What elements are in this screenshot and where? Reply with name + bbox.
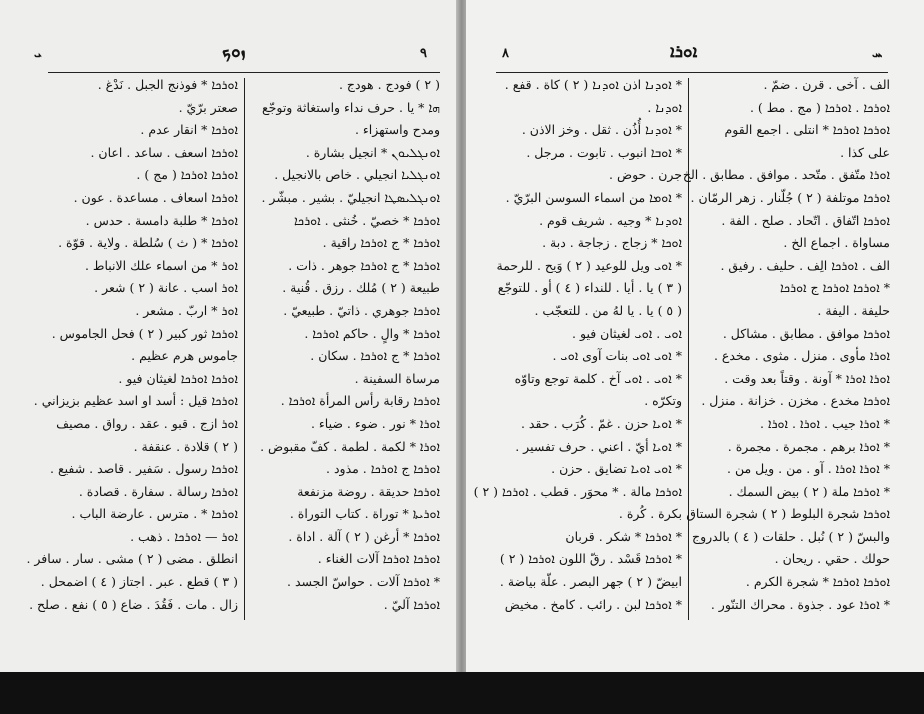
dictionary-entry: * ܐܘܝ ܐܘܝ بنات آوى ܐܘܝ . xyxy=(552,348,682,364)
dictionary-entry: والبسّ ( ٢ ) نُبل . حلقات ( ٤ ) بالدروج xyxy=(692,528,890,544)
dictionary-entry: ( ٢ ) قلادة . عنقفة . xyxy=(133,438,238,454)
dictionary-entry: ܐܘܕܢܐ . xyxy=(647,99,682,115)
dictionary-entry: * ܐܘܝ ܐܘܝܐ تضايق . حزن . xyxy=(551,461,682,477)
dictionary-entry: ܐܘܪܟܐ اتّفاق . اتّحاد . صلح . الفة . xyxy=(721,212,890,228)
dictionary-entry: ܐܘܪܟܐ * خصيّ . خُنثى . ܐܘܪܟܐ xyxy=(294,212,440,228)
dictionary-entry: * ܐܘܪܐ برهم . مجمرة . مجمرة . xyxy=(727,438,890,454)
dictionary-entry: ܐܘܪܟܐ جوهري . ذاتيّ . طبيعيّ . xyxy=(283,302,440,318)
left-page xyxy=(0,0,458,672)
dictionary-entry: * ܐܘܝܐ أيّ . اعني . حرف تفسير . xyxy=(515,438,682,454)
dictionary-entry: بكرة . كُرة . xyxy=(618,506,682,522)
dictionary-entry: ܐܘܪܐ مأوى . منزل . مثوى . مخدع . xyxy=(713,348,890,364)
right-page xyxy=(466,0,924,672)
dictionary-entry: * ܐܘܪܐ ܐܘܪܐ . آو . من . ويل من . xyxy=(727,461,890,477)
left-page-number: ܝ xyxy=(34,46,42,61)
dictionary-entry: ܐܘܪܟܐ * ج ܐܘܪܟܐ . سكان . xyxy=(310,348,440,364)
dictionary-entry: * ܐܘܝ ويل للوعيد ( ٢ ) وَيح . للرحمة xyxy=(496,257,682,273)
dictionary-entry: ( ٣ ) قطع . عبر . اجتاز ( ٤ ) اضمحل . xyxy=(40,574,238,590)
dictionary-entry: ܐܘܪܟܐ * ج ܐܘܪܟܐ راقية . xyxy=(322,235,440,251)
dictionary-entry: ܐܘܕܢܐ * وجيه . شريف قوم . xyxy=(539,212,682,228)
dictionary-entry: * ܐܘܪܟܐ ܐܘܪܟܐ ج ܐܘܪܟܐ xyxy=(779,280,890,296)
dictionary-entry: ܐܘܪܟܐ رقابة رأس المرأة ܐܘܪܟܐ . xyxy=(280,393,440,409)
dictionary-entry: ܐܘܪܐ * نور . ضوء . ضياء . xyxy=(310,415,440,431)
dictionary-entry: ܐܘܪܟܐ * والٍ . حاكم ܐܘܪܟܐ . xyxy=(304,325,440,341)
dictionary-entry: * ܐܘܝܐ حزن . غمّ . كُرَب . حقد . xyxy=(520,415,682,431)
dictionary-entry: ܐܘܪ * من اسماء علك الانباط . xyxy=(84,257,238,273)
dictionary-entry: ومدح واستهزاء . xyxy=(354,122,440,138)
left-page-inner-column xyxy=(250,74,440,616)
dictionary-entry: ܐܘܪܐ متّفق . متّحد . موافق . مطابق . الخ . xyxy=(674,167,890,183)
dictionary-entry: ܐܘܪܝܬܐ * توراة . كتاب التوراة . xyxy=(289,506,440,522)
dictionary-entry: طبيعة ( ٢ ) مُلك . رزق . قُنية . xyxy=(282,280,440,296)
dictionary-entry: ܐܘܪܟܐ موتلفة ( ٢ ) جُلّنار . زهر الرمّان . xyxy=(690,189,890,205)
dictionary-entry: ܐܘܪ ازج . قبو . عقد . رواق . مصيف xyxy=(56,415,238,431)
dictionary-entry: ܗܐ * يا . حرف نداء واستغاثة وتوجّع xyxy=(261,99,440,115)
dictionary-entry: * ܐܘܡܐ من اسماء السوسن البرّيّ . xyxy=(505,189,682,205)
left-column-divider xyxy=(244,78,245,620)
dictionary-entry: ܐܘܪܟܐ اسعف . ساعد . اعان . xyxy=(90,144,238,160)
dictionary-entry: ܐܘܪܟܐ ثور كبير ( ٢ ) فحل الجاموس . xyxy=(51,325,238,341)
dictionary-entry: ܐܘܪܟܐ مالة . * محوَر . قطب . ܐܘܪܟܐ ( ٢ ) xyxy=(473,483,682,499)
dictionary-entry: ܐܘܪܟܐ ܐܘܪܟܐ لغيثان فيو . xyxy=(118,370,238,386)
dictionary-entry: ( ٢ ) فودج . هودج . xyxy=(338,77,440,92)
dictionary-entry: ܐܘܪ اسب . عانة ( ٢ ) شعر . xyxy=(94,280,238,296)
dictionary-entry: ܐܘܪܟܐ . ܐܘܪܟܐ ( مج . مط ) . xyxy=(749,99,890,115)
dictionary-entry: ܐܘܟܐ * زجاج . زجاجة . دبة . xyxy=(542,235,682,251)
dictionary-entry: ܐܘܪܟܐ رسول . سَفير . قاصد . شفيع . xyxy=(50,461,238,477)
dictionary-entry: ܐܘܪܟܐ * فوذنج الجبل . نَدْغ . xyxy=(97,77,238,92)
dictionary-entry: ܐܘܢܓܠܝܣܛܐ انجيليّ . بشير . مبشّر . xyxy=(261,189,440,205)
dictionary-entry: ܐܘܪܟܐ ܐܘܪܟܐ * انتلى . اجمع القوم xyxy=(724,122,890,138)
dictionary-entry: * ܐܘܪܐ جيب . ܐܘܪܐ . ܐܘܪܐ . xyxy=(760,415,890,431)
dictionary-entry: * ܐܘܪܟܐ قَسْد . رقّ اللون ܐܘܪܟܐ ( ٢ ) xyxy=(499,551,682,567)
dictionary-entry: ܐܘܪܟܐ * أرغن ( ٢ ) آلة . اداة . xyxy=(288,528,440,544)
right-page-running-head: ܐܘܪܐ xyxy=(670,42,698,62)
dictionary-entry: الف . آخى . قرن . ضمّ . xyxy=(763,77,890,92)
dictionary-entry: ܐܘܪܟܐ اسعاف . مساعدة . عون . xyxy=(73,189,238,205)
dictionary-entry: ܐܘܪܟܐ حديقة . روضة مزنفعة xyxy=(297,483,440,499)
dictionary-entry: * ܐܘܪܟܐ * شكر . قربان xyxy=(565,528,682,544)
dictionary-entry: انطلق . مضى ( ٢ ) مشى . سار . سافر . xyxy=(26,551,238,567)
right-page-number-secondary: ٨ xyxy=(502,46,509,61)
dictionary-entry: ܐܘܪܐ ܐܘܪܐ * آونة . وقتاً بعد وقت . xyxy=(724,370,890,386)
dictionary-entry: ܐܘܪܟܐ * . مترس . عارضة الباب . xyxy=(71,506,238,522)
dictionary-entry: جرن . حوض . xyxy=(609,167,682,183)
right-page-inner-column xyxy=(473,74,682,616)
dictionary-entry: ܐܘܢܓܠܝܘܢ * انجيل بشارة . xyxy=(305,144,440,160)
dictionary-entry: ܐܘܪܟܐ * ( ث ) سُلطة . ولاية . قوّة . xyxy=(58,235,238,251)
dictionary-entry: ܐܘܪܟܐ ܐܘܪܟܐ * شجرة الكرم . xyxy=(745,574,890,590)
dictionary-entry: ܐܘܪ — ܐܘܪܟܐ . ذهب . xyxy=(130,528,238,544)
dictionary-entry: ܐܘܪܟܐ رسالة . سفارة . قصادة . xyxy=(78,483,238,499)
right-page-number: ܚ xyxy=(872,46,883,61)
dictionary-entry: ܐܘܪܟܐ ܐܘܪܟܐ ( مج ) . xyxy=(136,167,238,183)
dictionary-entry: على كذا . xyxy=(840,144,890,160)
dictionary-entry: ( ٥ ) يا . يا لهُ من . للتعجّب . xyxy=(534,302,682,318)
scan-bottom-shadow xyxy=(0,672,924,714)
dictionary-entry: ܐܘܪܐ * لكمة . لطمة . كفّ مقبوض . xyxy=(260,438,440,454)
left-header-rule xyxy=(48,72,440,73)
dictionary-entry: ܐܘܪܟܐ * ج ܐܘܪܟܐ جوهر . ذات . xyxy=(288,257,440,273)
dictionary-entry: * ܐܘܪܐ عود . جذوة . محراك التنّور . xyxy=(710,596,890,612)
dictionary-entry: ܐܘܝ . ܐܘܝ لغيثان فيو . xyxy=(572,325,682,341)
dictionary-entry: وتكرّه . xyxy=(644,393,682,409)
left-page-outer-column xyxy=(26,74,238,616)
dictionary-entry: ܐܘܪ * اربّ . مشعر . xyxy=(135,302,238,318)
dictionary-entry: ܐܘܢܓܠܝܐ انجيلي . خاص بالانجيل . xyxy=(274,167,440,183)
dictionary-entry: ܐܘܪܟܐ * طلبة دامسة . حدس . xyxy=(85,212,238,228)
dictionary-entry: * ܐܘܕܢܐ أُذُن . ثقل . وخز الاذن . xyxy=(521,122,682,138)
right-page-outer-column xyxy=(674,74,890,616)
dictionary-entry: ܐܘܪܟܐ ܐܘܪܟܐ آلات الغناء . xyxy=(317,551,440,567)
dictionary-entry: ܐܘܪܟܐ مخدع . مخزن . خزانة . منزل . xyxy=(701,393,890,409)
dictionary-entry: ܐܘܪܟܐ شجرة البلوط ( ٢ ) شجرة الستاق xyxy=(686,506,890,522)
dictionary-entry: * ܐܘܝ . ܐܘܝ آخ . كلمة توجع وتاوّه xyxy=(514,370,682,386)
left-page-running-head: ܙܘܟ xyxy=(222,42,246,62)
dictionary-entry: ( ٣ ) يا . أيا . للنداء ( ٤ ) أو . للتوجّع xyxy=(497,280,682,296)
dictionary-entry: ܐܘܪܟܐ * انقار عدم . xyxy=(140,122,238,138)
dictionary-entry: * ܐܘܒܐ انبوب . تابوت . مرجل . xyxy=(526,144,682,160)
dictionary-entry: حليفة . اليفة . xyxy=(817,302,890,318)
dictionary-entry: مساواة . اجماع الخ . xyxy=(783,235,890,251)
dictionary-entry: * ܐܘܕܢܐ اذن ܐܘܕܢܐ ( ٢ ) كاة . قفع . xyxy=(504,77,682,92)
left-page-number-secondary: ٩ xyxy=(420,46,427,61)
dictionary-entry: حولك . حقي . ريحان . xyxy=(774,551,890,567)
dictionary-entry: جاموس هرم عظيم . xyxy=(131,348,238,364)
dictionary-entry: * ܐܘܪܟܐ ملة ( ٢ ) بيض السمك . xyxy=(728,483,890,499)
dictionary-entry: الف . ܐܘܪܟܐ الِف . حليف . رفيق . xyxy=(720,257,890,273)
dictionary-entry: * ܐܘܪܟܐ لبن . رائب . كامخ . مخيض xyxy=(504,596,682,612)
right-column-divider xyxy=(688,78,689,620)
dictionary-entry: ܐܘܪܟܐ آليّ . xyxy=(383,596,440,612)
right-header-rule xyxy=(496,72,888,73)
dictionary-entry: ܐܘܪܟܐ موافق . مطابق . مشاكل . xyxy=(722,325,890,341)
dictionary-entry: صعتر برّيّ . xyxy=(178,99,238,115)
dictionary-entry: * ܐܘܪܟܐ آلات . حواسّ الجسد . xyxy=(287,574,440,590)
dictionary-entry: مرساة السفينة . xyxy=(354,370,440,386)
dictionary-entry: ܐܘܪܟܐ ج ܐܘܪܟܐ . مذود . xyxy=(326,461,440,477)
dictionary-entry: ܐܘܪܟܐ قيل : أسد او اسد عظيم بزيزاني . xyxy=(33,393,238,409)
dictionary-entry: ابيضّ ( ٢ ) جهر البصر . علّة بياضة . xyxy=(499,574,682,590)
dictionary-entry: زال . مات . فَقُدَ . ضاع ( ٥ ) نفع . صلح . xyxy=(29,596,238,612)
